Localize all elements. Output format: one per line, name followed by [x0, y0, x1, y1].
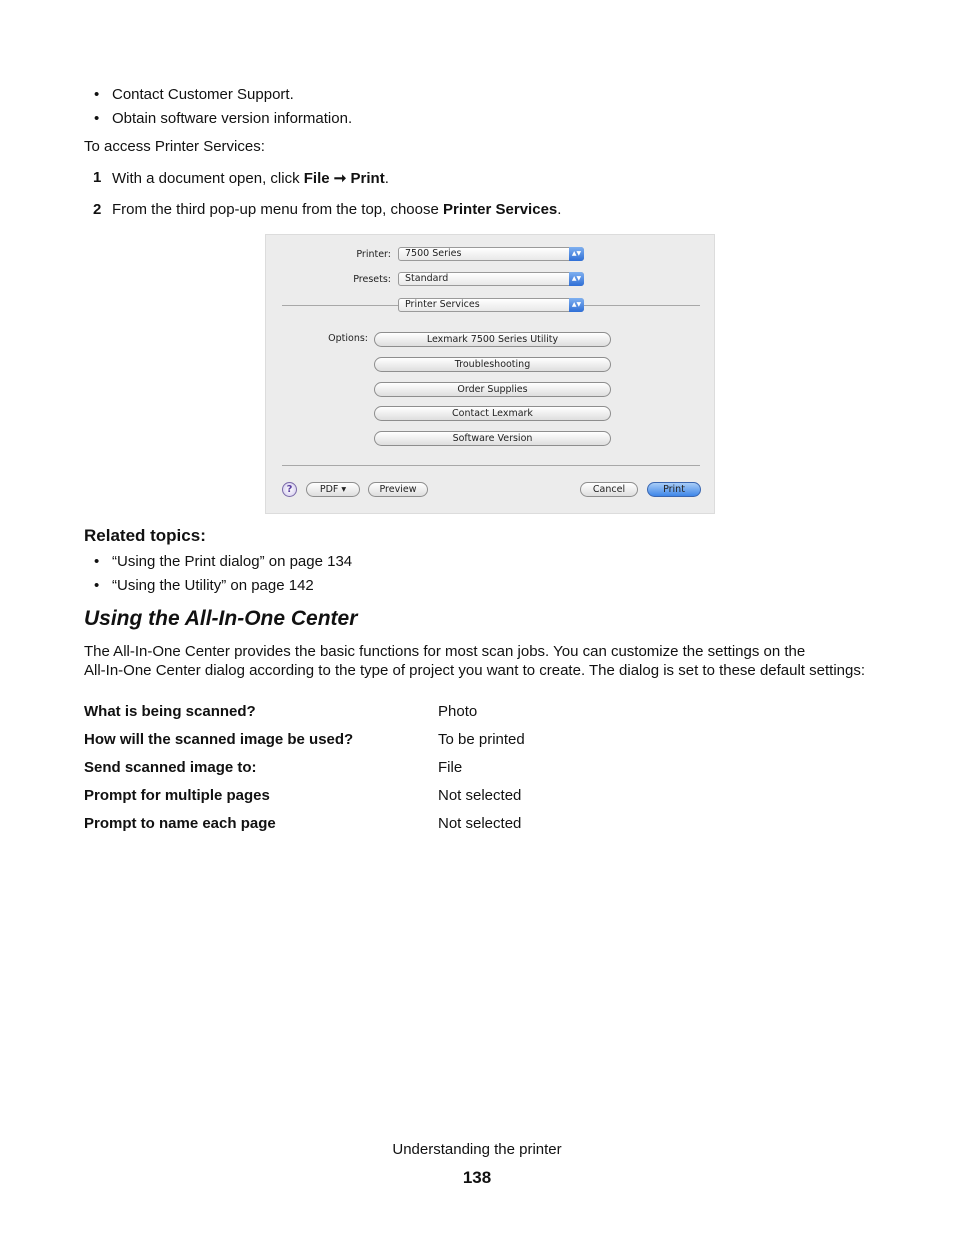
setting-key: What is being scanned?: [84, 703, 256, 720]
setting-key: Prompt to name each page: [84, 815, 276, 832]
setting-value: File: [438, 759, 463, 776]
section-paragraph-line: All-In-One Center dialog according to the type of project you want to create. The dialog is set to these default settings:: [84, 662, 866, 679]
order-supplies-button[interactable]: Order Supplies: [374, 382, 611, 397]
setting-value: Not selected: [438, 787, 522, 804]
preview-button[interactable]: Preview: [368, 482, 428, 497]
setting-value: Photo: [438, 703, 478, 720]
bullet-dot: •: [94, 110, 100, 127]
popup-arrows-icon: ▲▼: [569, 298, 584, 312]
contact-lexmark-button[interactable]: Contact Lexmark: [374, 406, 611, 421]
panel-popup[interactable]: Printer Services ▲▼: [398, 298, 584, 312]
section-title: Using the All-In-One Center: [84, 607, 358, 630]
presets-popup[interactable]: Standard ▲▼: [398, 272, 584, 286]
related-topics-heading: Related topics:: [84, 526, 206, 545]
setting-key: Prompt for multiple pages: [84, 787, 270, 804]
bullet-dot: •: [94, 86, 100, 103]
print-dialog-screenshot: [265, 234, 715, 514]
printer-popup[interactable]: 7500 Series ▲▼: [398, 247, 584, 261]
setting-value: Not selected: [438, 815, 522, 832]
divider: [282, 465, 700, 466]
bullet-dot: •: [94, 577, 100, 594]
bullet-software-version: Obtain software version information.: [112, 110, 353, 127]
popup-arrows-icon: ▲▼: [569, 247, 584, 261]
arrow-icon: ➞: [333, 170, 347, 187]
step-1-text: With a document open, click File ➞ Print.: [112, 170, 389, 187]
printer-label: Printer:: [356, 249, 391, 260]
pdf-button[interactable]: PDF ▾: [306, 482, 360, 497]
help-icon[interactable]: ?: [282, 482, 297, 497]
cancel-button[interactable]: Cancel: [580, 482, 638, 497]
setting-value: To be printed: [438, 731, 525, 748]
options-label: Options:: [328, 333, 368, 344]
related-link-print-dialog[interactable]: “Using the Print dialog” on page 134: [112, 553, 353, 570]
section-paragraph-line: The All-In-One Center provides the basic functions for most scan jobs. You can customize the settings on the: [84, 643, 806, 660]
step-number: 1: [93, 169, 102, 186]
related-link-utility[interactable]: “Using the Utility” on page 142: [112, 577, 314, 594]
access-instruction: To access Printer Services:: [84, 138, 265, 155]
presets-label: Presets:: [353, 274, 391, 285]
bullet-dot: •: [94, 553, 100, 570]
troubleshooting-button[interactable]: Troubleshooting: [374, 357, 611, 372]
print-button[interactable]: Print: [647, 482, 701, 497]
step-2-text: From the third pop-up menu from the top, choose Printer Services.: [112, 201, 562, 218]
setting-key: Send scanned image to:: [84, 759, 257, 776]
page-number: 138: [462, 1168, 492, 1187]
footer-chapter: Understanding the printer: [392, 1141, 562, 1158]
step-number: 2: [93, 201, 102, 218]
bullet-contact-support: Contact Customer Support.: [112, 86, 294, 103]
setting-key: How will the scanned image be used?: [84, 731, 354, 748]
lexmark-utility-button[interactable]: Lexmark 7500 Series Utility: [374, 332, 611, 347]
software-version-button[interactable]: Software Version: [374, 431, 611, 446]
popup-arrows-icon: ▲▼: [569, 272, 584, 286]
